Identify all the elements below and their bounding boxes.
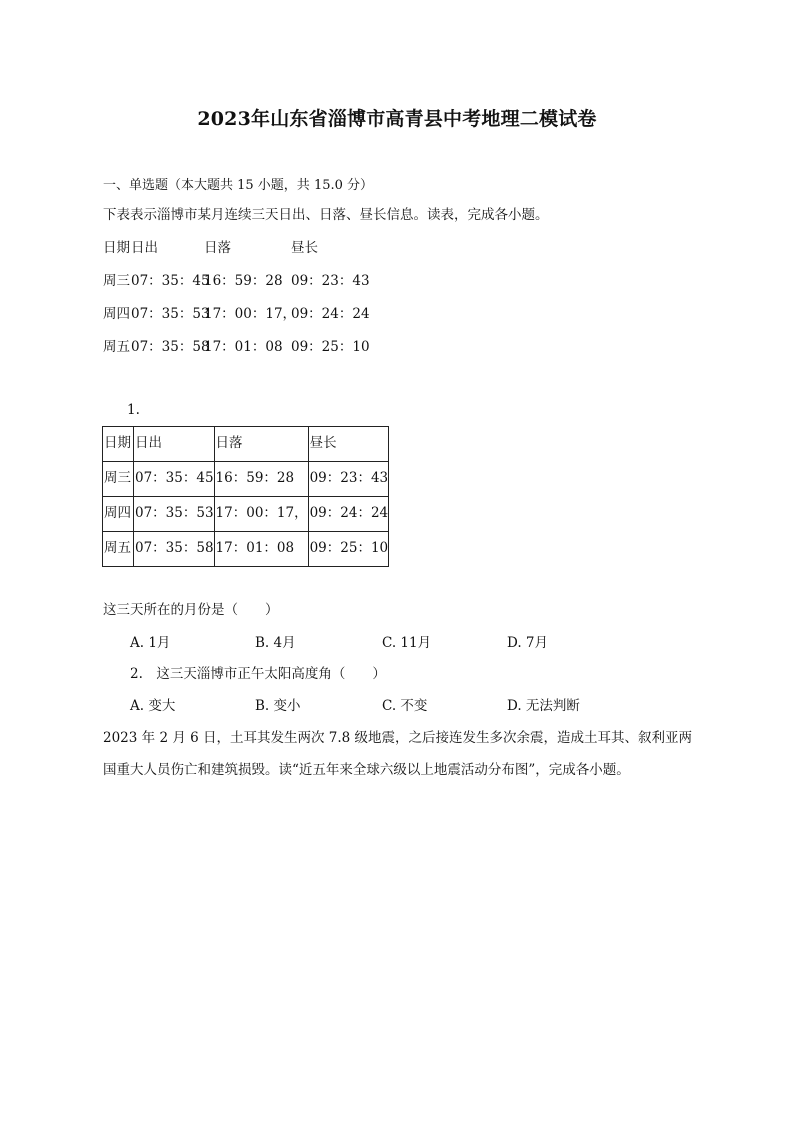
table-cell: 07：35：53 <box>134 497 215 532</box>
option-a[interactable]: A. 1月 <box>130 635 171 651</box>
table-header-cell: 日期 <box>103 427 134 462</box>
pre-cell: 07：35：53 <box>131 306 210 322</box>
pre-cell: 周四 <box>103 306 130 322</box>
page-title: 2023年山东省淄博市高青县中考地理二模试卷 <box>197 108 597 130</box>
table-cell: 17：01：08 <box>214 532 308 567</box>
pre-header-sunset: 日落 <box>204 240 231 256</box>
pre-cell: 17：00：17， <box>204 306 297 322</box>
table-header-cell: 昼长 <box>308 427 389 462</box>
table-cell: 09：25：10 <box>308 532 389 567</box>
table-row <box>103 532 389 567</box>
pre-cell: 17：01：08 <box>204 339 283 355</box>
option-b[interactable]: B. 变小 <box>255 698 301 714</box>
table-cell: 09：23：43 <box>308 462 389 497</box>
table-cell: 07：35：45 <box>134 462 215 497</box>
pre-header-daylength: 昼长 <box>291 240 318 256</box>
intro-2-line-1: 2023 年 2 月 6 日，土耳其发生两次 7.8 级地震，之后接连发生多次余震，造成土耳其、叙利亚两 <box>103 730 693 746</box>
table-header-row <box>103 427 389 462</box>
table-cell: 09：24：24 <box>308 497 389 532</box>
question-1-table <box>102 426 389 567</box>
table-cell: 周三 <box>103 462 134 497</box>
pre-cell: 07：35：45 <box>131 273 210 289</box>
question-2-stem: 2. 这三天淄博市正午太阳高度角（ ） <box>130 666 386 682</box>
table-cell: 17：00：17， <box>214 497 308 532</box>
intro-paragraph: 下表表示淄博市某月连续三天日出、日落、昼长信息。读表，完成各小题。 <box>103 207 549 223</box>
option-d[interactable]: D. 7月 <box>507 635 549 651</box>
option-d[interactable]: D. 无法判断 <box>507 698 580 714</box>
question-1-number: 1. <box>127 402 140 418</box>
pre-header-date: 日期 <box>103 240 130 256</box>
intro-2-line-2: 国重大人员伤亡和建筑损毁。读“近五年来全球六级以上地震活动分布图”，完成各小题。 <box>103 762 630 778</box>
pre-header-sunrise: 日出 <box>131 240 158 256</box>
table-cell: 周四 <box>103 497 134 532</box>
table-header-cell: 日落 <box>214 427 308 462</box>
option-c[interactable]: C. 11月 <box>382 635 432 651</box>
pre-cell: 09：23：43 <box>291 273 370 289</box>
pre-cell: 09：25：10 <box>291 339 370 355</box>
table-row <box>103 497 389 532</box>
table-cell: 07：35：58 <box>134 532 215 567</box>
pre-cell: 07：35：58 <box>131 339 210 355</box>
section-heading: 一、单选题（本大题共 15 小题，共 15.0 分） <box>103 178 374 193</box>
pre-cell: 09：24：24 <box>291 306 370 322</box>
pre-cell: 16：59：28 <box>204 273 283 289</box>
table-cell: 16：59：28 <box>214 462 308 497</box>
table-row <box>103 462 389 497</box>
table-header-cell: 日出 <box>134 427 215 462</box>
option-c[interactable]: C. 不变 <box>382 698 428 714</box>
question-1-stem: 这三天所在的月份是（ ） <box>103 602 279 618</box>
pre-cell: 周三 <box>103 273 130 289</box>
table-cell: 周五 <box>103 532 134 567</box>
pre-cell: 周五 <box>103 339 130 355</box>
option-a[interactable]: A. 变大 <box>130 698 176 714</box>
option-b[interactable]: B. 4月 <box>255 635 296 651</box>
